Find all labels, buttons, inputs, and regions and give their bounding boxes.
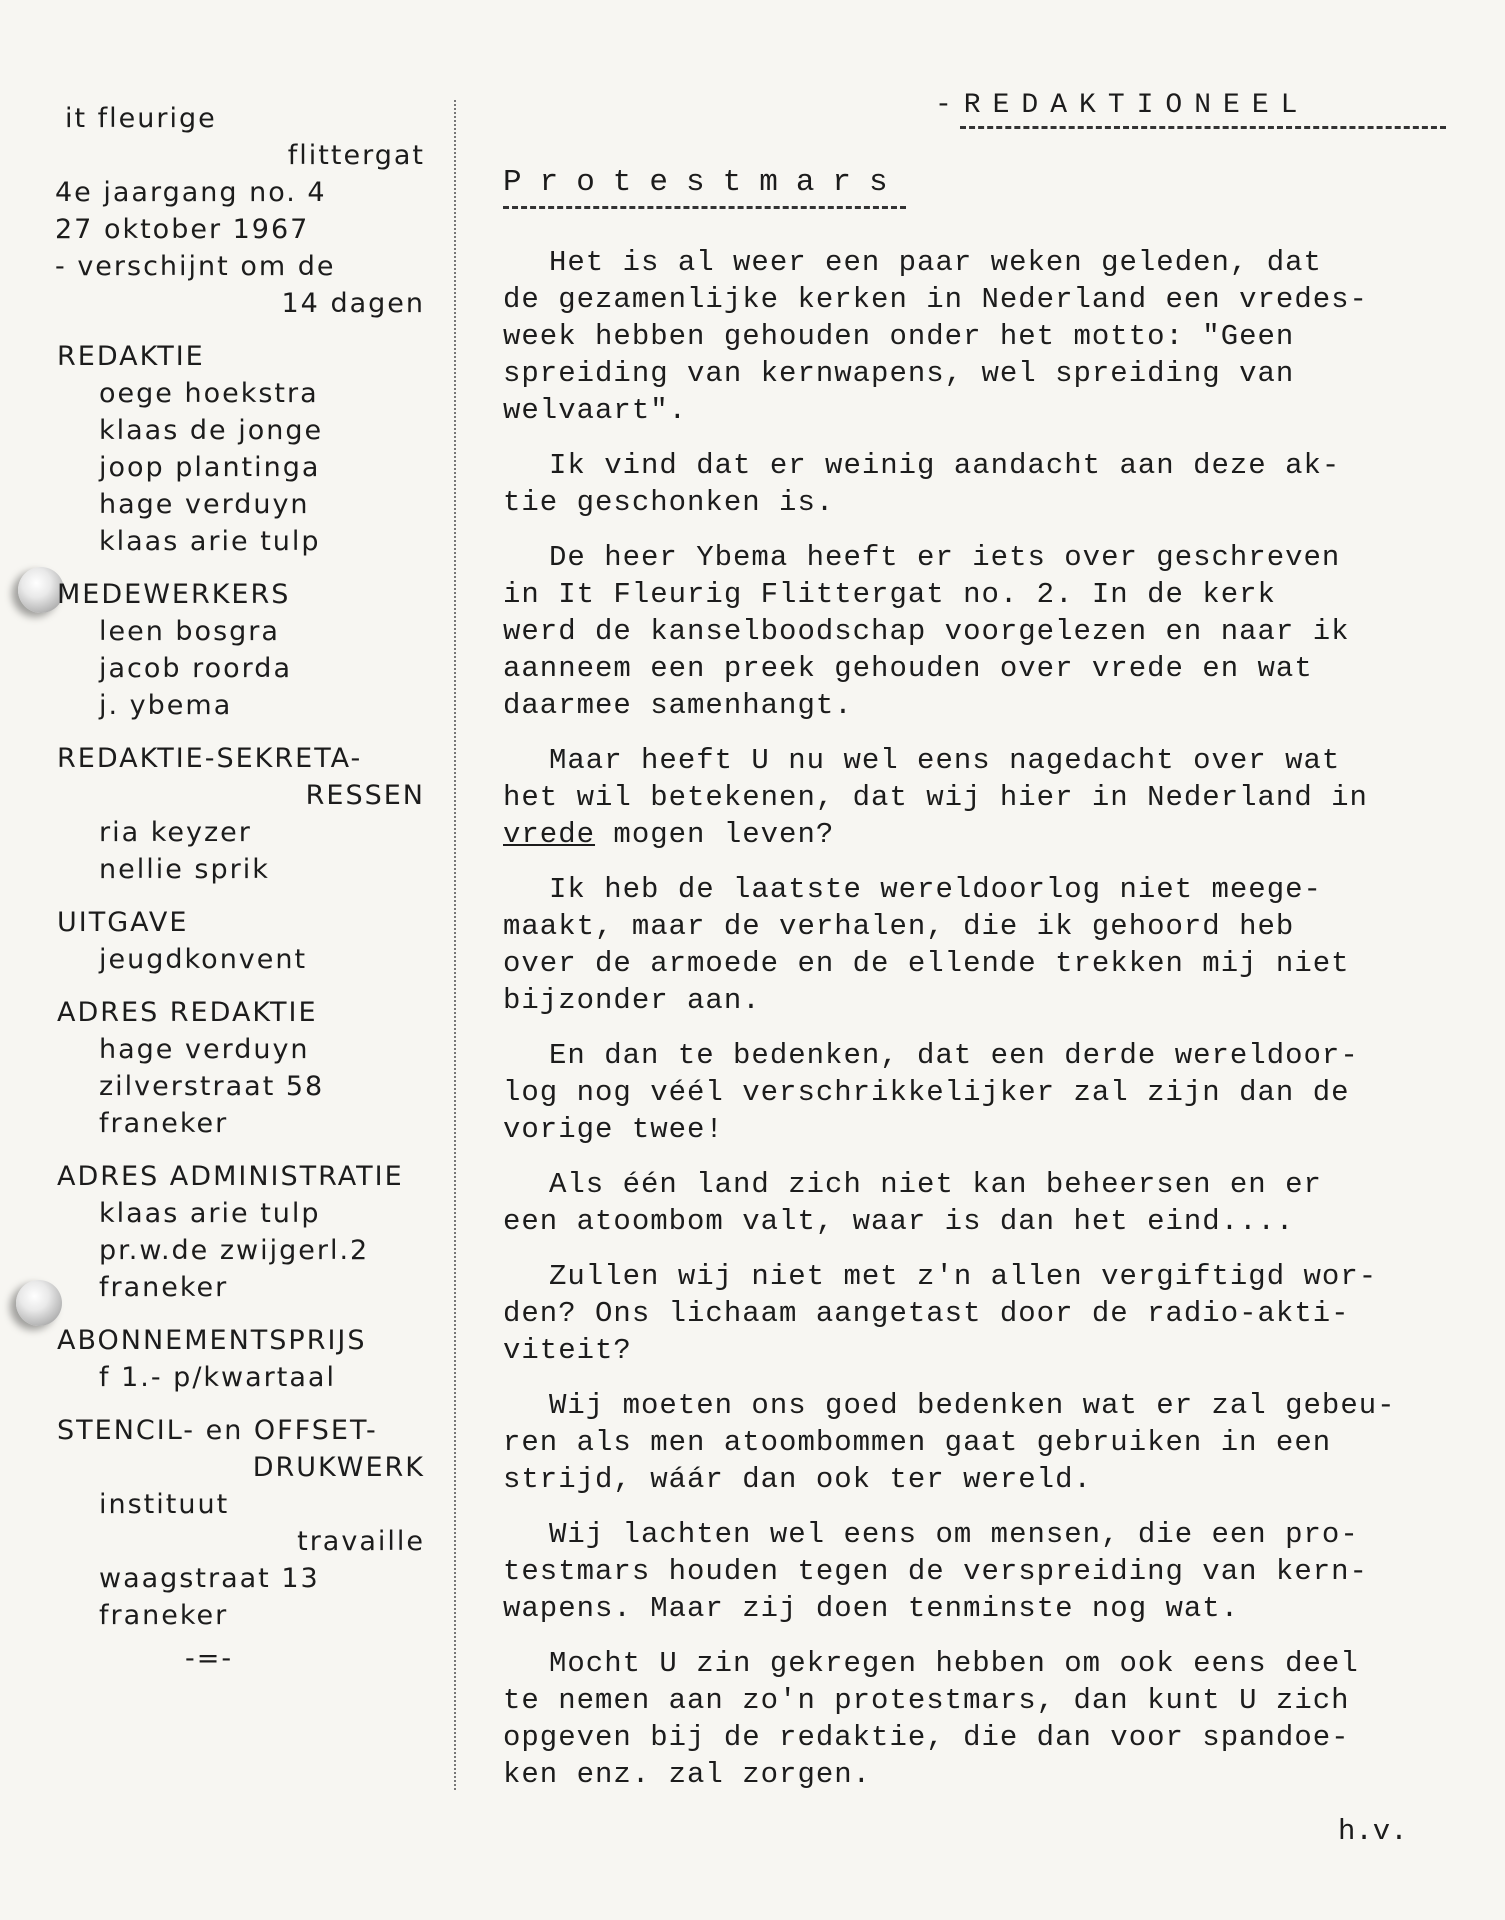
drukwerk-heading-2: DRUKWERK bbox=[252, 1452, 425, 1483]
adres-redaktie-heading: ADRES REDAKTIE bbox=[57, 997, 318, 1028]
medewerker: j. ybema bbox=[99, 690, 233, 721]
drukwerk-line: instituut bbox=[99, 1489, 230, 1520]
issue-date: 27 oktober 1967 bbox=[55, 214, 310, 245]
paragraph: Als één land zich niet kan beheersen en er een atoombom valt, waar is dan het eind.... bbox=[503, 1168, 1322, 1238]
paragraph: Het is al weer een paar weken geleden, dat de gezamenlijke kerken in Nederland een vredes- week hebben gehouden onder het motto: "Geen spreiding van kernwapens, wel spreiding van welvaart". bbox=[503, 246, 1368, 427]
column-divider bbox=[454, 100, 456, 1790]
adres-admin-line: franeker bbox=[99, 1272, 229, 1303]
section-rule bbox=[960, 126, 1446, 129]
sekretaressen-heading-1: REDAKTIE-SEKRETA- bbox=[57, 743, 363, 774]
paragraph: Wij moeten ons goed bedenken wat er zal gebeu- ren als men atoombommen gaat gebruiken in een strijd, wáár dan ook ter wereld. bbox=[503, 1389, 1396, 1496]
redaktie-heading: REDAKTIE bbox=[57, 341, 205, 372]
paragraph-line: mogen leven? bbox=[595, 818, 835, 851]
paragraph bbox=[503, 742, 1453, 853]
adres-admin-line: pr.w.de zwijgerl.2 bbox=[99, 1235, 370, 1266]
paragraph-line: Maar heeft U nu wel eens nagedacht over wat bbox=[549, 744, 1341, 777]
medewerkers-heading: MEDEWERKERS bbox=[57, 579, 291, 610]
drukwerk-line: travaille bbox=[297, 1526, 425, 1557]
adres-redaktie-line: hage verduyn bbox=[99, 1034, 310, 1065]
medewerker: jacob roorda bbox=[99, 653, 292, 684]
sekretaressen-heading-2: RESSEN bbox=[305, 780, 425, 811]
drukwerk-line: franeker bbox=[99, 1600, 229, 1631]
issue-number: 4e jaargang no. 4 bbox=[55, 177, 327, 208]
paragraph: Mocht U zin gekregen hebben om ook eens deel te nemen aan zo'n protestmars, dan kunt U zich opgeven bij de redaktie, die dan voor spandoe- ken enz. zal zorgen. bbox=[503, 1647, 1359, 1791]
frequency-line1: - verschijnt om de bbox=[55, 251, 336, 282]
drukwerk-heading-1: STENCIL- en OFFSET- bbox=[57, 1415, 378, 1446]
paragraph: De heer Ybema heeft er iets over geschreven in It Fleurig Flittergat no. 2. In de kerk werd de kanselboodschap voorgelezen en naar ik aanneem een preek gehouden over vrede en wat daarmee samenhangt. bbox=[503, 541, 1350, 722]
sekretaresse: ria keyzer bbox=[99, 817, 252, 848]
paragraph: Ik vind dat er weinig aandacht aan deze ak- tie geschonken is. bbox=[503, 449, 1341, 519]
redaktie-member: hage verduyn bbox=[99, 489, 310, 520]
uitgave-heading: UITGAVE bbox=[57, 907, 189, 938]
uitgave-value: jeugdkonvent bbox=[99, 944, 308, 975]
end-mark: -=- bbox=[185, 1643, 234, 1674]
section-label: -REDAKTIONEEL bbox=[935, 90, 1310, 121]
frequency-line2: 14 dagen bbox=[281, 288, 425, 319]
medewerker: leen bosgra bbox=[99, 616, 280, 647]
signature: h.v. bbox=[1338, 1815, 1408, 1848]
paragraph-line: het wil betekenen, dat wij hier in Nederland in bbox=[503, 781, 1368, 814]
paragraph: En dan te bedenken, dat een derde wereldoor- log nog véél verschrikkelijker zal zijn dan de vorige twee! bbox=[503, 1039, 1359, 1146]
redaktie-member: klaas arie tulp bbox=[99, 526, 321, 557]
paragraph: Zullen wij niet met z'n allen vergiftigd wor- den? Ons lichaam aangetast door de radio-akti- viteit? bbox=[503, 1260, 1378, 1367]
paragraph: Ik heb de laatste wereldoorlog niet meege- maakt, maar de verhalen, die ik gehoord heb over de armoede en de ellende trekken mij niet bijzonder aan. bbox=[503, 873, 1350, 1017]
sekretaresse: nellie sprik bbox=[99, 854, 270, 885]
article-body bbox=[503, 244, 1453, 1811]
adres-admin-line: klaas arie tulp bbox=[99, 1198, 321, 1229]
adres-admin-heading: ADRES ADMINISTRATIE bbox=[57, 1161, 404, 1192]
redaktie-member: oege hoekstra bbox=[99, 378, 319, 409]
paragraph: Wij lachten wel eens om mensen, die een pro- testmars houden tegen de verspreiding van kern- wapens. Maar zij doen tenminste nog wat. bbox=[503, 1518, 1368, 1625]
underlined-word: vrede bbox=[503, 818, 596, 851]
masthead-line2: flittergat bbox=[287, 140, 425, 171]
redaktie-member: joop plantinga bbox=[99, 452, 321, 483]
masthead-line1: it fleurige bbox=[65, 103, 217, 134]
adres-redaktie-line: franeker bbox=[99, 1108, 229, 1139]
drukwerk-line: waagstraat 13 bbox=[99, 1563, 320, 1594]
article-title: Protestmars bbox=[503, 165, 906, 209]
adres-redaktie-line: zilverstraat 58 bbox=[99, 1071, 325, 1102]
abonnement-heading: ABONNEMENTSPRIJS bbox=[57, 1325, 367, 1356]
colophon bbox=[55, 100, 425, 1677]
abonnement-price: f 1.- p/kwartaal bbox=[99, 1362, 336, 1393]
redaktie-member: klaas de jonge bbox=[99, 415, 324, 446]
